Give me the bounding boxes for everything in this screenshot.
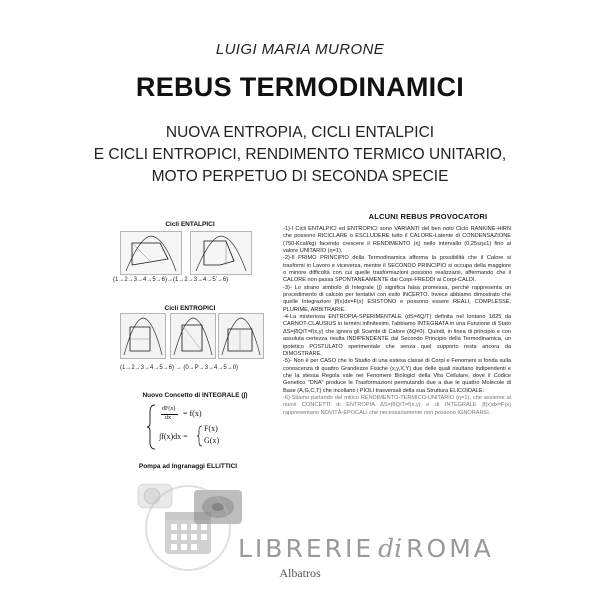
- formula-integral-lhs: ∫f(x)dx =: [159, 432, 188, 441]
- entropici-sequence: (1→2→3→4→5→6) → (0→P→3→4→5→0): [120, 365, 239, 371]
- formula-derivative-num: dF(x): [162, 406, 176, 412]
- watermark-word: ROMA: [406, 534, 494, 563]
- subtitle-line: NUOVA ENTROPIA, CICLI ENTALPICI: [165, 124, 435, 141]
- entalpici-diagram-1: [120, 231, 182, 275]
- subtitle-line: MOTO PERPETUO DI SECONDA SPECIE: [151, 168, 449, 185]
- entalpici-diagram-2: [190, 231, 252, 275]
- watermark-word: LIBRERIE: [238, 534, 375, 563]
- entropici-diagram-2: [170, 313, 216, 359]
- bookstore-logo-icon: [143, 482, 233, 579]
- entropici-title: Cicli ENTROPICI: [164, 305, 216, 312]
- watermark-word: di: [378, 534, 403, 563]
- subtitle: [0, 122, 600, 188]
- author: LUIGI MARIA MURONE: [215, 41, 385, 58]
- formula-derivative-rhs: = f(x): [183, 409, 202, 418]
- integral-brace-small: [197, 425, 203, 447]
- pompa-title: Pompa ad Ingranaggi ELLITTICI: [138, 463, 238, 470]
- rebus-paragraph: -5)- Non è per CASO che lo Studio di una estesa classe di Corpi e Fenomeni si fonda sulla conoscenza di quattro Grandezze Fisiche (x,y,X,Y) due delle quali risultano indipendenti e che la stessa Regola vale nei Fenomeni Biologici della Vita Cellulare, dove il Codice Genetico "DNA" produce le Trasformazioni permutando due a due le quattro Molecole di Base (A,G,C,T) che incollano i PIOLI trasversali della sua Struttura ELICOIDALE.: [283, 358, 511, 394]
- entalpici-sequence: (1→2→3→4→5→6)→(1→2→3→4→5'→6): [113, 277, 229, 283]
- formula-derivative-den: dx: [165, 415, 171, 421]
- rebus-paragraph: -3)- Lo strano simbolo di Integrale (∫) significa falsa promessa, perché rappresenta un procedimento di calcolo per tentativi con esito INCERTO. Invece abbiamo dimostrato che quelle Integrazioni ∫f(x)dx=F(x) ESISTONO e possono essere REALI, COMPLESSE, PLURIME, ARBITRARIE.: [283, 284, 511, 313]
- subtitle-line: E CICLI ENTROPICI, RENDIMENTO TERMICO UNITARIO,: [93, 146, 507, 163]
- formula-integral-G: G(x): [204, 436, 220, 445]
- entropici-diagram-3: [218, 313, 264, 359]
- formula-integral-F: F(x): [204, 424, 218, 433]
- publisher-name: Albatros: [279, 566, 321, 580]
- rebus-paragraph: -2)-Il PRIMO PRINCIPIO della Termodinamica afferma la possibilità che il Calore si trasformi in Lavoro e viceversa, mentre il SECONDO PRINCIPIO si occupa della maggiore o minore difficoltà con cui quelle trasformazioni possono realizzarsi, affermando che il CALORE non passa SPONTANEAMENTE dai Corpi-FREDDI ai Corpi-CALDI.: [283, 255, 511, 284]
- entropici-diagram-1: [120, 313, 166, 359]
- rebus-heading: ALCUNI REBUS PROVOCATORI: [368, 212, 488, 221]
- rebus-body: [283, 219, 511, 417]
- rebus-paragraph: -1)-I Cicli ENTALPICI ed ENTROPICI sono VARIANTI del ben noto Ciclo RANKINE-HIRN che possono RICICLARE o ESCLUDERE tutto il CALORE-Latente di CONDENSAZIONE (750-Kcal/kg) facendo crescere il RENDIMENTO (η) nello intervallo (0,25≤η≤1) fino al valore UNITARIO (η=1).: [283, 226, 511, 255]
- integrale-title: Nuovo Concetto di INTEGRALE (∫): [142, 392, 248, 399]
- rebus-paragraph: -6)-Stiamo parlando del mitico RENDIMENTO-TERMICO-UNITARIO (η=1), che assieme ai nuovi CONCETTI di ENTROPIA ΔS=∫δQ/T=f(x,y) e di INTEGRALE ∫f(x)dx=F(x) rappresentano NOVITÀ-EPOCALI che necessariamente non possono IGNORARSI.: [283, 394, 511, 416]
- entalpici-title: Cicli ENTALPICI: [165, 221, 215, 228]
- book-title: REBUS TERMODINAMICI: [135, 72, 465, 102]
- rebus-paragraph: -4-La misteriosa ENTROPIA-SPERIMENTALE (dS=δQ/T) definita nel lontano 1825 da CARNOT-CLAUSIUS in termini infinitesimi, l'abbiamo INTEGRATA in una Funzione di Stato ΔS=∫δQ/T=f(x,y) che ignora gli Scambi di Calore (δQ≠0). Quindi, in linea di principio e con assoluta certezza risulta INDIPENDENTE dal Secondo Principio della Termodinamica, un ipotetico POSTULATO sperimentale che senza quel supporto resta ancora da DIMOSTRARE.: [283, 314, 511, 357]
- watermark-text: [238, 534, 494, 563]
- integrale-brace: [147, 404, 157, 450]
